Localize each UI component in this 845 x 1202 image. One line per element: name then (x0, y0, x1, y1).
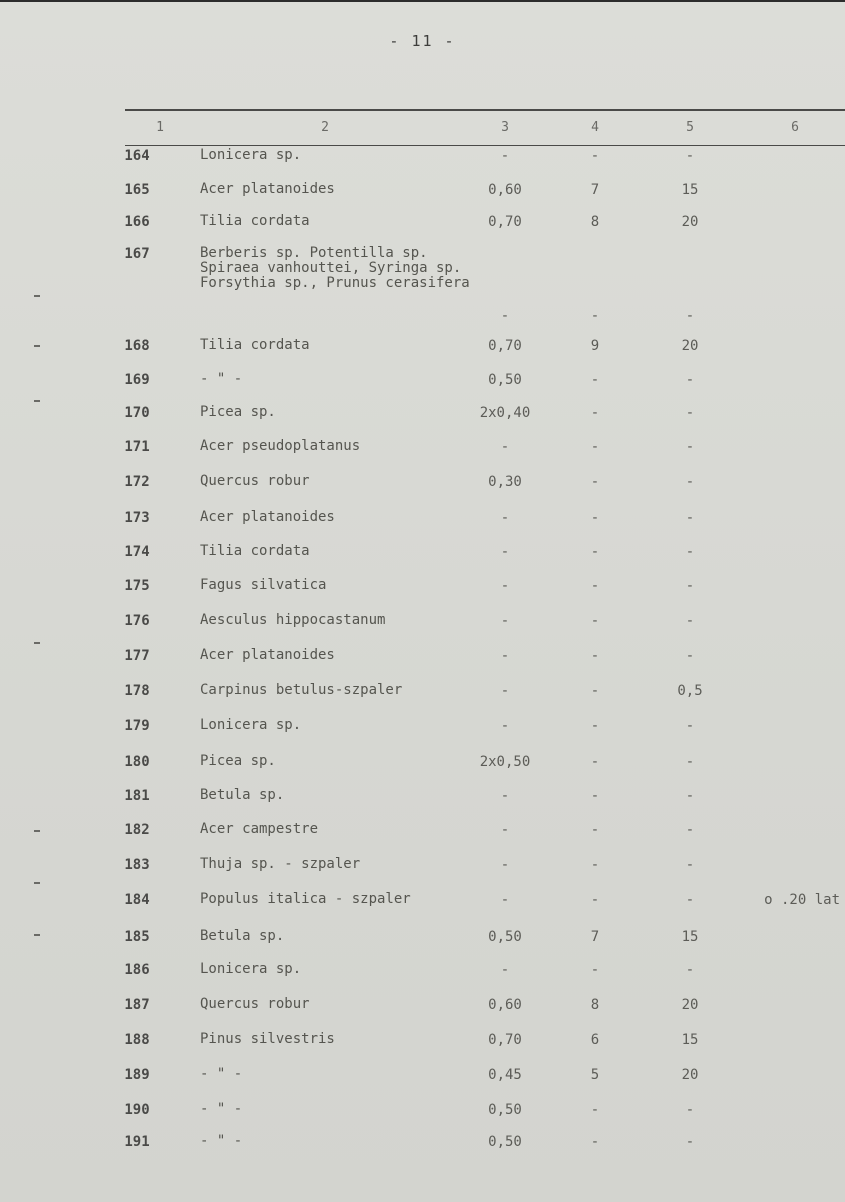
row-number: 172 (124, 474, 150, 490)
row-number: 168 (124, 338, 150, 354)
page-number: - 11 - (389, 32, 456, 50)
column-header-1: 1 (156, 120, 164, 135)
row-number: 173 (124, 510, 150, 526)
column-4-value: - (590, 754, 600, 770)
species-name: Tilia cordata (200, 337, 310, 353)
column-4-value: - (590, 372, 600, 388)
table-top-rule (125, 109, 845, 111)
row-number: 176 (124, 613, 150, 629)
column-header-3: 3 (501, 120, 509, 135)
species-name: Tilia cordata (200, 543, 310, 559)
column-3-value: - (500, 308, 510, 324)
row-number: 177 (124, 648, 150, 664)
column-3-value: 0,70 (488, 214, 522, 230)
column-4-value: 7 (590, 182, 600, 198)
table-row (0, 822, 845, 852)
table-row (0, 474, 845, 504)
row-number: 189 (124, 1067, 150, 1083)
column-5-value: - (685, 474, 695, 490)
table-row (0, 1067, 845, 1097)
column-5-value: - (685, 578, 695, 594)
column-3-value: - (500, 857, 510, 873)
table-row (0, 372, 845, 402)
table-row (0, 182, 845, 212)
column-3-value: - (500, 683, 510, 699)
column-3-value: - (500, 439, 510, 455)
column-5-value: - (685, 718, 695, 734)
row-number: 166 (124, 214, 150, 230)
column-5-value: - (685, 405, 695, 421)
margin-mark (34, 642, 40, 644)
column-header-4: 4 (591, 120, 599, 135)
species-name: Acer campestre (200, 821, 319, 837)
column-4-value: - (590, 578, 600, 594)
column-3-value: 0,60 (488, 997, 522, 1013)
table-row (0, 718, 845, 748)
column-5-value: - (685, 372, 695, 388)
column-5-value: - (685, 857, 695, 873)
column-5-value: 0,5 (677, 683, 703, 699)
column-4-value: - (590, 822, 600, 838)
column-5-value: - (685, 788, 695, 804)
row-number: 186 (124, 962, 150, 978)
column-3-value: 0,50 (488, 929, 522, 945)
row-number: 190 (124, 1102, 150, 1118)
row-number: 181 (124, 788, 150, 804)
table-row (0, 148, 845, 178)
table-row (0, 439, 845, 469)
table-row (0, 578, 845, 608)
column-4-value: - (590, 308, 600, 324)
species-name: Acer platanoides (200, 647, 335, 663)
species-name: Betula sp. (200, 787, 285, 803)
column-4-value: 9 (590, 338, 600, 354)
column-5-value: - (685, 648, 695, 664)
column-3-value: - (500, 613, 510, 629)
column-header-6: 6 (791, 120, 799, 135)
column-4-value: - (590, 1134, 600, 1150)
table-row (0, 997, 845, 1027)
species-name: Lonicera sp. (200, 961, 302, 977)
column-3-value: 2x0,40 (479, 405, 531, 421)
column-4-value: - (590, 474, 600, 490)
column-5-value: 20 (681, 1067, 699, 1083)
column-4-value: - (590, 648, 600, 664)
column-3-value: 0,60 (488, 182, 522, 198)
species-name: Populus italica - szpaler (200, 891, 411, 907)
species-name: - " - (200, 1101, 243, 1117)
column-3-value: 0,30 (488, 474, 522, 490)
column-4-value: 8 (590, 214, 600, 230)
column-5-value: - (685, 439, 695, 455)
row-number: 165 (124, 182, 150, 198)
row-number: 185 (124, 929, 150, 945)
column-5-value: - (685, 962, 695, 978)
column-5-value: - (685, 613, 695, 629)
species-name: Thuja sp. - szpaler (200, 856, 361, 872)
column-4-value: - (590, 892, 600, 908)
margin-mark (34, 400, 40, 402)
column-5-value: - (685, 892, 695, 908)
column-3-value: - (500, 148, 510, 164)
species-name: - " - (200, 1133, 243, 1149)
column-3-value: - (500, 718, 510, 734)
column-4-value: - (590, 718, 600, 734)
species-name: Acer platanoides (200, 181, 335, 197)
column-4-value: 6 (590, 1032, 600, 1048)
species-name: Quercus robur (200, 996, 310, 1012)
table-row (0, 544, 845, 574)
row-number: 179 (124, 718, 150, 734)
column-3-value: 0,50 (488, 372, 522, 388)
margin-mark (34, 882, 40, 884)
column-5-value: 15 (681, 1032, 699, 1048)
species-name: Picea sp. (200, 753, 276, 769)
column-3-value: - (500, 962, 510, 978)
row-number: 178 (124, 683, 150, 699)
row-number: 175 (124, 578, 150, 594)
table-row (0, 929, 845, 959)
species-name: Acer pseudoplatanus (200, 438, 361, 454)
column-3-value: - (500, 892, 510, 908)
table-row (0, 788, 845, 818)
table-row (0, 338, 845, 368)
column-3-value: - (500, 578, 510, 594)
column-5-value: 15 (681, 929, 699, 945)
table-row (0, 962, 845, 992)
column-5-value: - (685, 510, 695, 526)
column-3-value: 0,70 (488, 1032, 522, 1048)
column-4-value: 5 (590, 1067, 600, 1083)
species-name: Lonicera sp. (200, 717, 302, 733)
species-name: - " - (200, 371, 243, 387)
species-name: Berberis sp. Potentilla sp. Spiraea vanhouttei, Syringa sp. Forsythia sp., Prunus cerasifera (200, 245, 470, 291)
column-3-value: 2x0,50 (479, 754, 531, 770)
table-header-rule (125, 145, 845, 146)
column-4-value: 8 (590, 997, 600, 1013)
column-5-value: - (685, 822, 695, 838)
margin-mark (34, 934, 40, 936)
species-name: Fagus silvatica (200, 577, 327, 593)
row-number: 187 (124, 997, 150, 1013)
column-3-value: - (500, 788, 510, 804)
table-row (0, 405, 845, 435)
species-name: - " - (200, 1066, 243, 1082)
species-name: Quercus robur (200, 473, 310, 489)
table-row (0, 1032, 845, 1062)
row-number: 174 (124, 544, 150, 560)
column-5-value: - (685, 148, 695, 164)
row-number: 169 (124, 372, 150, 388)
column-3-value: 0,45 (488, 1067, 522, 1083)
table-row (0, 613, 845, 643)
species-name: Aesculus hippocastanum (200, 612, 386, 628)
row-number: 180 (124, 754, 150, 770)
row-number: 183 (124, 857, 150, 873)
table-row (0, 245, 845, 324)
column-3-value: - (500, 544, 510, 560)
row-number: 191 (124, 1134, 150, 1150)
column-header-2: 2 (321, 120, 329, 135)
column-4-value: - (590, 439, 600, 455)
margin-mark (34, 345, 40, 347)
row-number: 171 (124, 439, 150, 455)
column-header-5: 5 (686, 120, 694, 135)
column-4-value: - (590, 1102, 600, 1118)
species-name: Pinus silvestris (200, 1031, 335, 1047)
column-3-value: 0,50 (488, 1134, 522, 1150)
column-5-value: 15 (681, 182, 699, 198)
species-name: Acer platanoides (200, 509, 335, 525)
column-3-value: 0,70 (488, 338, 522, 354)
column-4-value: - (590, 148, 600, 164)
column-5-value: 20 (681, 997, 699, 1013)
row-number: 188 (124, 1032, 150, 1048)
column-3-value: - (500, 648, 510, 664)
column-4-value: 7 (590, 929, 600, 945)
row-number: 164 (124, 148, 150, 164)
column-4-value: - (590, 613, 600, 629)
table-row (0, 857, 845, 887)
column-3-value: - (500, 510, 510, 526)
species-name: Picea sp. (200, 404, 276, 420)
row-number: 182 (124, 822, 150, 838)
column-6-value: o .20 lat (764, 892, 840, 908)
column-3-value: 0,50 (488, 1102, 522, 1118)
row-number: 170 (124, 405, 150, 421)
table-row (0, 754, 845, 784)
species-name: Betula sp. (200, 928, 285, 944)
column-4-value: - (590, 857, 600, 873)
row-number: 167 (124, 246, 150, 262)
column-3-value: - (500, 822, 510, 838)
species-name: Lonicera sp. (200, 147, 302, 163)
column-5-value: - (685, 544, 695, 560)
table-row (0, 1102, 845, 1132)
column-5-value: 20 (681, 338, 699, 354)
column-4-value: - (590, 788, 600, 804)
column-5-value: - (685, 308, 695, 324)
table-row (0, 1134, 845, 1164)
column-5-value: - (685, 754, 695, 770)
table-row (0, 214, 845, 244)
table-row (0, 648, 845, 678)
column-4-value: - (590, 962, 600, 978)
table-row (0, 892, 845, 922)
column-4-value: - (590, 683, 600, 699)
column-4-value: - (590, 405, 600, 421)
column-5-value: 20 (681, 214, 699, 230)
table-row (0, 683, 845, 713)
margin-mark (34, 830, 40, 832)
row-number: 184 (124, 892, 150, 908)
column-5-value: - (685, 1134, 695, 1150)
species-name: Tilia cordata (200, 213, 310, 229)
column-5-value: - (685, 1102, 695, 1118)
margin-mark (34, 295, 40, 297)
species-name: Carpinus betulus-szpaler (200, 682, 403, 698)
column-4-value: - (590, 510, 600, 526)
table-row (0, 510, 845, 540)
column-4-value: - (590, 544, 600, 560)
